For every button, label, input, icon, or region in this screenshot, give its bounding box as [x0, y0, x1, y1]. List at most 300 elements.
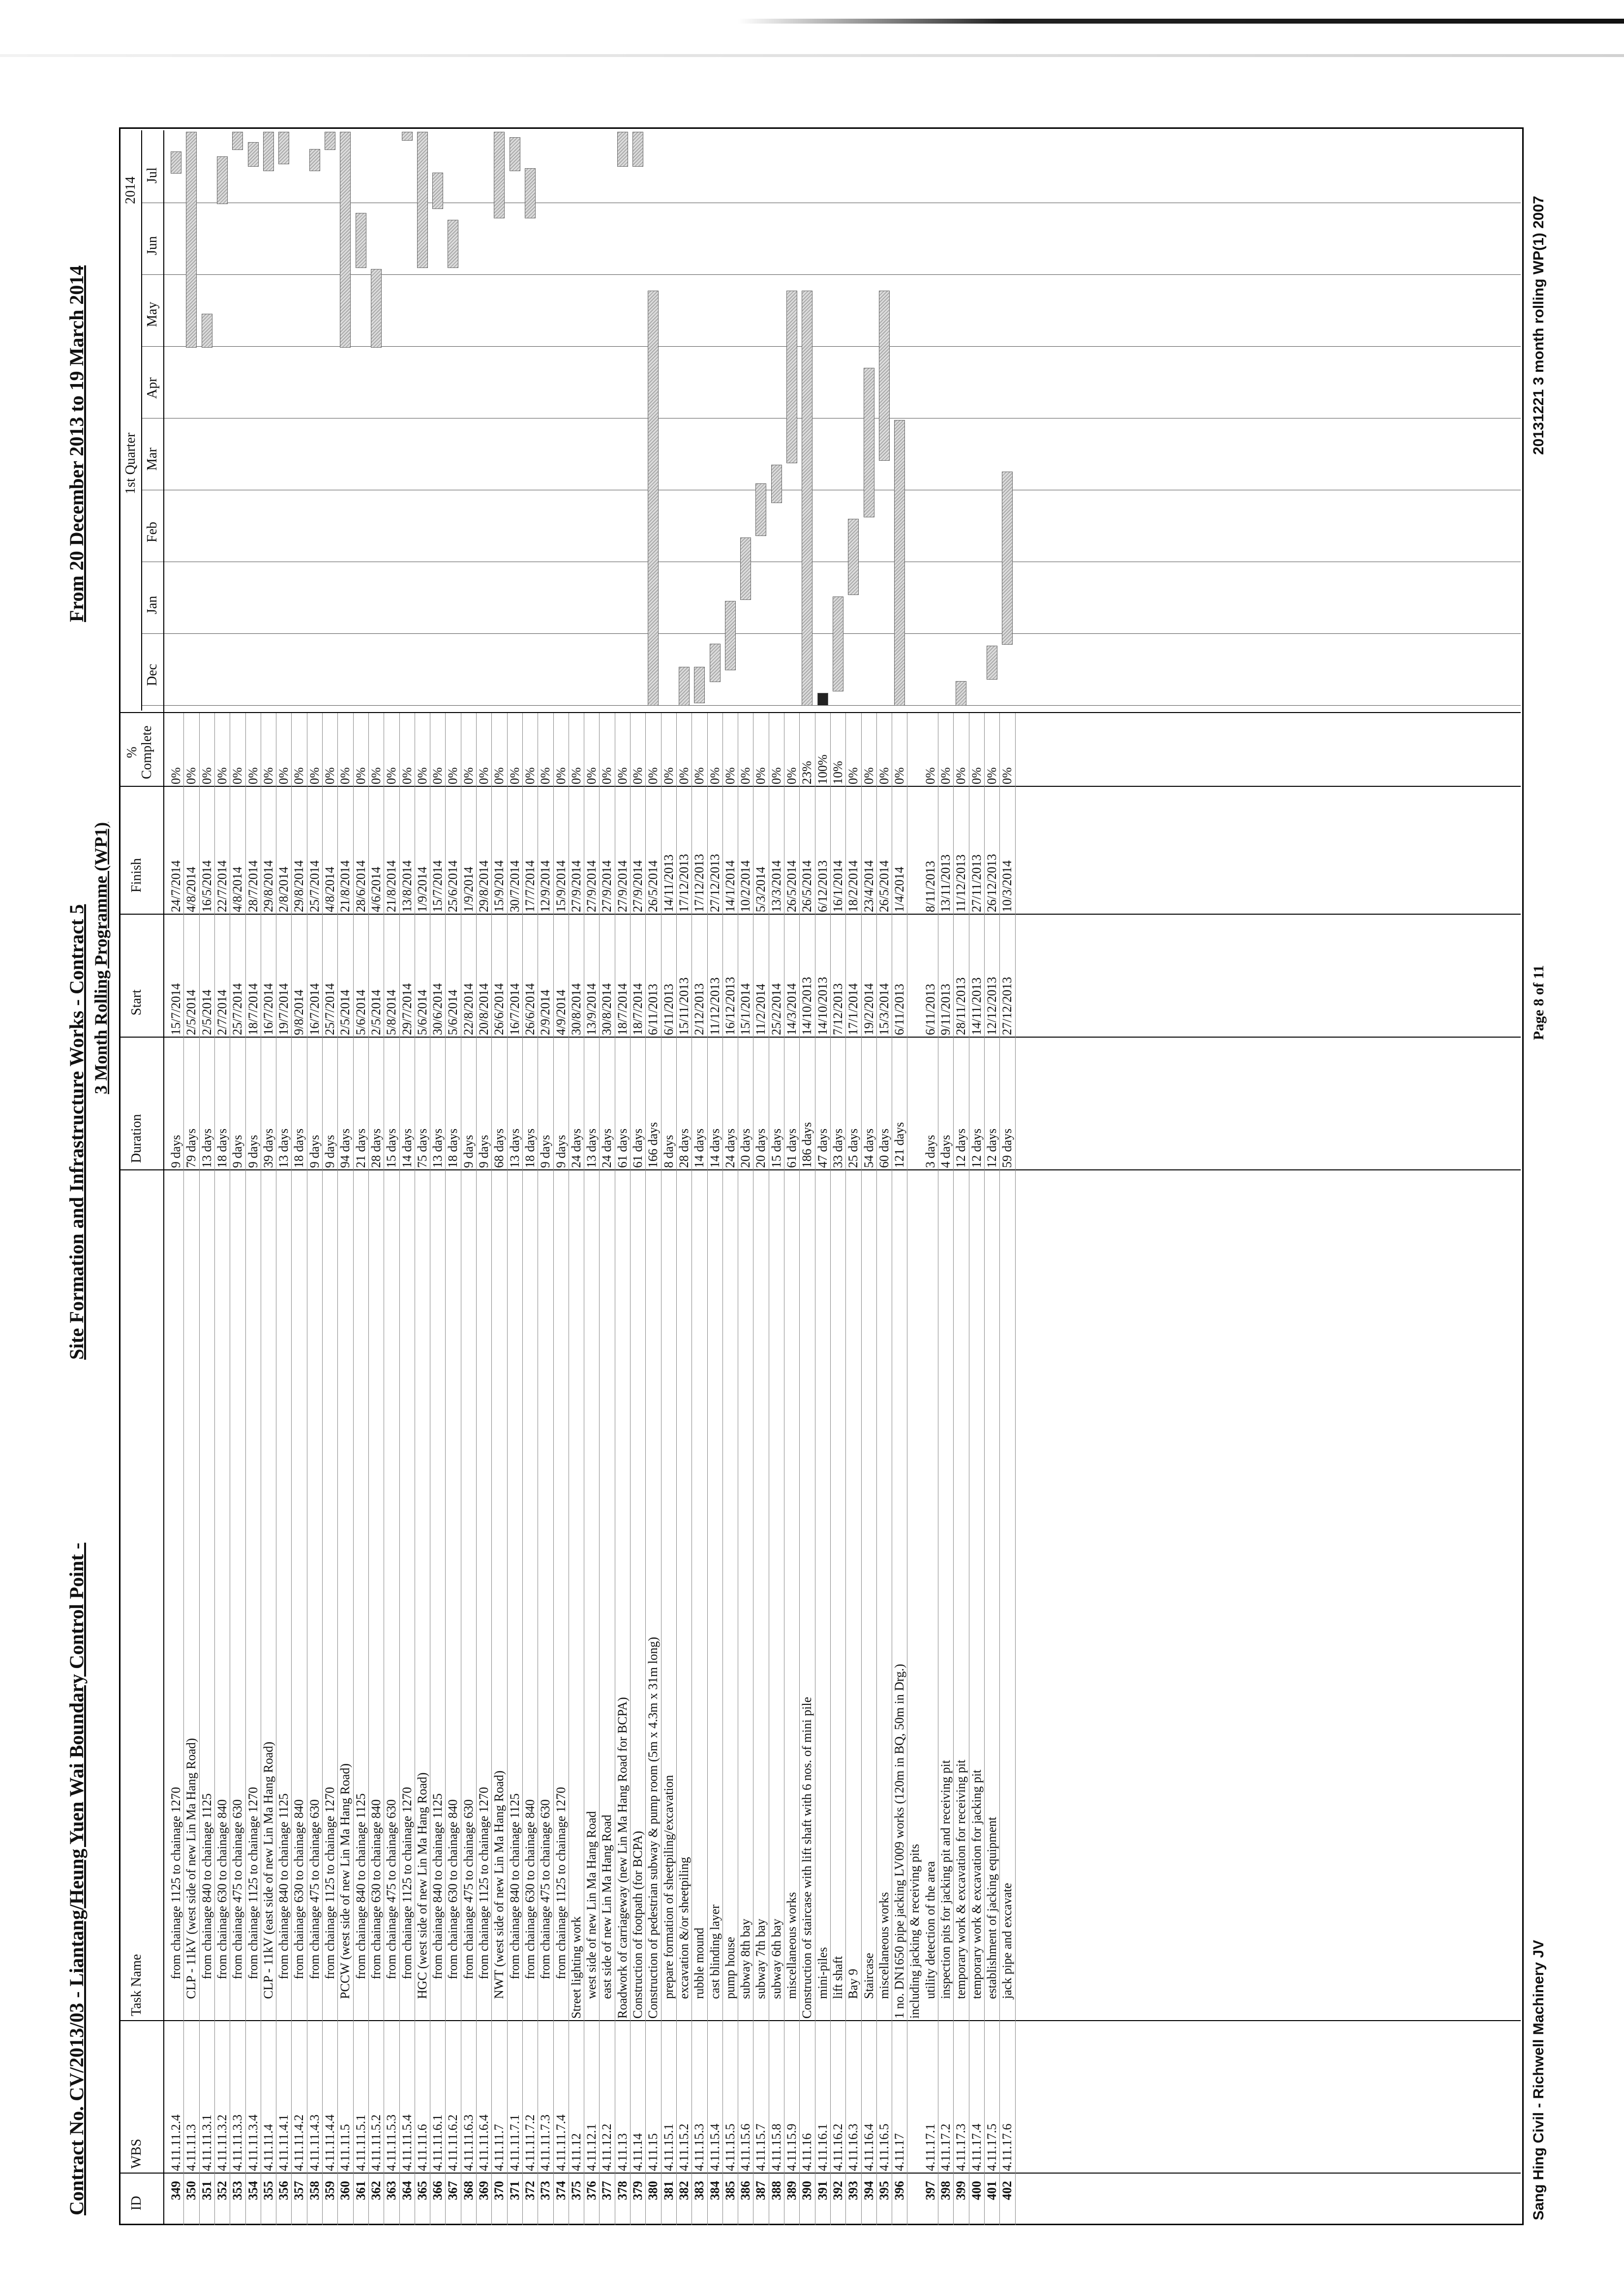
- row-start: 11/12/2013: [707, 977, 722, 1035]
- table-row: [645, 106, 661, 2245]
- row-id: 400: [969, 2181, 984, 2200]
- row-pct-complete: 0%: [954, 767, 968, 784]
- row-finish: 6/12/2013: [815, 860, 830, 912]
- row-finish: 23/4/2014: [861, 860, 876, 912]
- row-finish: 27/12/2013: [707, 854, 722, 912]
- row-wbs: 4.11.15.8: [769, 2123, 783, 2171]
- row-finish: 26/5/2014: [800, 860, 814, 912]
- row-wbs: 4.11.16.5: [876, 2123, 891, 2171]
- row-task-name: miscellaneous works: [784, 1892, 799, 1999]
- row-wbs: 4.11.17.4: [969, 2123, 984, 2171]
- row-task-name: Construction of staircase with lift shaft with 6 nos. of mini pile: [800, 1697, 814, 2019]
- row-duration: 20 days: [753, 1128, 768, 1168]
- row-start: 25/7/2014: [230, 983, 245, 1035]
- row-wbs: 4.11.16.1: [815, 2123, 830, 2171]
- row-id: 369: [477, 2181, 491, 2200]
- table-row: [430, 106, 445, 2245]
- row-wbs: 4.11.11.6: [415, 2124, 429, 2171]
- row-id: 384: [707, 2181, 722, 2200]
- row-wbs: 4.11.11.6.3: [461, 2114, 476, 2171]
- row-pct-complete: 0%: [876, 767, 891, 784]
- row-finish: 1/9/2014: [461, 866, 476, 912]
- row-wbs: 4.11.11.6.4: [477, 2114, 491, 2171]
- row-duration: 12 days: [969, 1128, 984, 1168]
- row-start: 14/11/2013: [969, 977, 984, 1035]
- row-task-name: PCCW (west side of new Lin Ma Hang Road): [338, 1763, 353, 1999]
- row-id: 357: [292, 2181, 306, 2200]
- row-id: 353: [230, 2181, 245, 2200]
- gantt-bar: [248, 142, 259, 167]
- row-start: 5/6/2014: [446, 989, 460, 1035]
- row-duration: 54 days: [861, 1128, 876, 1168]
- row-duration: 21 days: [353, 1128, 368, 1168]
- row-start: 19/7/2014: [276, 983, 291, 1035]
- table-row: [322, 106, 337, 2245]
- table-row: [845, 106, 861, 2245]
- table-row: [599, 106, 614, 2245]
- row-wbs: 4.11.11.3.3: [230, 2114, 245, 2171]
- row-start: 26/6/2014: [492, 983, 507, 1035]
- month-label-jan: Jan: [145, 596, 160, 614]
- table-row: [692, 106, 707, 2245]
- gantt-bar: [171, 151, 181, 174]
- row-start: 25/7/2014: [323, 983, 337, 1035]
- gantt-bar: [417, 132, 428, 268]
- col-id-header: ID: [129, 2196, 144, 2210]
- row-wbs: 4.11.13: [615, 2133, 630, 2171]
- row-id: 372: [522, 2181, 537, 2200]
- row-start: 14/10/2013: [800, 977, 814, 1035]
- row-wbs: 4.11.11.5: [338, 2124, 353, 2171]
- month-label-feb: Feb: [145, 522, 160, 542]
- row-wbs: 4.11.17.5: [984, 2123, 999, 2171]
- row-task-name: from chainage 475 to chainage 630: [538, 1799, 553, 1979]
- row-id: 398: [938, 2181, 953, 2200]
- row-id: 363: [384, 2181, 399, 2200]
- row-wbs: 4.11.16.2: [830, 2123, 845, 2171]
- row-id: 370: [492, 2181, 507, 2200]
- row-finish: 26/5/2014: [784, 860, 799, 912]
- row-wbs: 4.11.11.4.1: [276, 2114, 291, 2171]
- row-start: 19/2/2014: [861, 983, 876, 1035]
- row-id: 359: [323, 2181, 337, 2200]
- row-task-name: cast blinding layer: [707, 1904, 722, 1999]
- timeline-year: 2014: [123, 177, 138, 204]
- month-label-jul: Jul: [145, 167, 160, 183]
- gantt-bar: [525, 168, 536, 219]
- row-id: 390: [800, 2181, 814, 2200]
- table-row: [830, 106, 845, 2245]
- row-start: 16/7/2014: [307, 983, 322, 1035]
- row-id: 356: [276, 2181, 291, 2200]
- gantt-bar: [710, 644, 721, 683]
- header-divider: [163, 130, 164, 2225]
- gantt-bar: [402, 132, 413, 141]
- table-row: [615, 106, 630, 2245]
- row-duration: 15 days: [769, 1128, 783, 1168]
- row-task-name: jack pipe and excavate: [1000, 1882, 1015, 1999]
- row-task-name: lift shaft: [830, 1956, 845, 1999]
- row-duration: 28 days: [676, 1128, 691, 1168]
- row-finish: 11/12/2013: [954, 854, 968, 912]
- table-row: [199, 106, 214, 2245]
- row-duration: 186 days: [800, 1122, 814, 1168]
- row-duration: 4 days: [938, 1134, 953, 1168]
- table-row: [707, 106, 722, 2245]
- row-id: 373: [538, 2181, 553, 2200]
- table-row: [661, 106, 676, 2245]
- row-duration: 9 days: [245, 1134, 260, 1168]
- row-wbs: 4.11.14: [631, 2133, 645, 2171]
- col-task-header: Task Name: [129, 1954, 144, 2016]
- row-wbs: 4.11.16.4: [861, 2123, 876, 2171]
- row-task-name: Construction of pedestrian subway & pump room (5m x 4.3m x 31m long): [646, 1637, 661, 2019]
- row-wbs: 4.11.11.4.4: [323, 2114, 337, 2171]
- row-id: 382: [676, 2181, 691, 2200]
- row-duration: 47 days: [815, 1128, 830, 1168]
- row-id: 367: [446, 2181, 460, 2200]
- gantt-bar: [356, 213, 366, 268]
- row-wbs: 4.11.11.7.4: [553, 2114, 568, 2171]
- row-finish: 29/8/2014: [292, 860, 306, 912]
- date-range: From 20 December 2013 to 19 March 2014: [65, 265, 88, 622]
- row-wbs: 4.11.15.2: [676, 2123, 691, 2171]
- row-duration: 18 days: [214, 1128, 229, 1168]
- row-id: 371: [507, 2181, 522, 2200]
- row-task-name-line2: including jacking & receiving pits: [907, 1844, 922, 2019]
- row-task-name: establishment of jacking equipment: [984, 1817, 999, 1999]
- row-wbs: 4.11.11.5.1: [353, 2114, 368, 2171]
- row-wbs: 4.11.15.5: [722, 2123, 737, 2171]
- row-wbs: 4.11.17.3: [954, 2123, 968, 2171]
- row-start: 15/11/2013: [676, 977, 691, 1035]
- table-row: [399, 106, 415, 2245]
- row-start: 12/12/2013: [984, 977, 999, 1035]
- row-pct-complete: 23%: [800, 761, 814, 784]
- row-duration: 13 days: [584, 1128, 599, 1168]
- row-duration: 9 days: [230, 1134, 245, 1168]
- row-id: 402: [1000, 2181, 1015, 2200]
- row-pct-complete: 0%: [261, 767, 275, 784]
- col-pct-header: % Complete: [124, 725, 154, 779]
- table-row: [276, 106, 291, 2245]
- row-wbs: 4.11.11.5.3: [384, 2114, 399, 2171]
- row-duration: 94 days: [338, 1128, 353, 1168]
- row-pct-complete: 0%: [738, 767, 753, 784]
- row-duration: 79 days: [184, 1128, 199, 1168]
- row-task-name: HGC (west side of new Lin Ma Hang Road): [415, 1772, 429, 1999]
- row-duration: 13 days: [430, 1128, 445, 1168]
- row-wbs: 4.11.17.6: [1000, 2123, 1015, 2171]
- row-start: 2/5/2014: [338, 989, 353, 1035]
- gantt-bar: [632, 132, 643, 167]
- gantt-bar: [263, 132, 274, 171]
- row-pct-complete: 0%: [661, 767, 676, 784]
- row-finish: 13/3/2014: [769, 860, 783, 912]
- row-pct-complete: 0%: [169, 767, 183, 784]
- row-duration: 9 days: [307, 1134, 322, 1168]
- table-row: [969, 106, 984, 2245]
- row-id: 377: [600, 2181, 614, 2200]
- row-wbs: 4.11.11.6.2: [446, 2114, 460, 2171]
- row-finish: 15/9/2014: [553, 860, 568, 912]
- row-finish: 13/8/2014: [399, 860, 414, 912]
- col-wbs-header: WBS: [129, 2139, 144, 2169]
- row-wbs: 4.11.11.7.2: [522, 2114, 537, 2171]
- row-pct-complete: 0%: [646, 767, 661, 784]
- row-duration: 9 days: [553, 1134, 568, 1168]
- row-task-name: Staircase: [861, 1953, 876, 1999]
- row-duration: 20 days: [738, 1128, 753, 1168]
- row-start: 25/2/2014: [769, 983, 783, 1035]
- gantt-bar: [694, 667, 705, 703]
- row-duration: 75 days: [415, 1128, 429, 1168]
- col-duration-header: Duration: [129, 1114, 144, 1163]
- row-id: 399: [954, 2181, 968, 2200]
- row-duration: 12 days: [984, 1128, 999, 1168]
- gantt-bar: [848, 519, 859, 595]
- table-row: [953, 106, 968, 2245]
- row-id: 395: [876, 2181, 891, 2200]
- row-duration: 13 days: [276, 1128, 291, 1168]
- row-task-name: CLP - 11kV (west side of new Lin Ma Hang Road): [184, 1738, 199, 1999]
- row-duration: 3 days: [923, 1134, 937, 1168]
- row-start: 6/11/2013: [661, 984, 676, 1035]
- table-row: [168, 106, 183, 2245]
- row-task-name: excavation &/or sheetpiling: [676, 1857, 691, 1999]
- row-finish: 27/9/2014: [631, 860, 645, 912]
- month-label-jun: Jun: [145, 236, 160, 255]
- row-start: 16/7/2014: [507, 983, 522, 1035]
- month-label-may: May: [145, 301, 160, 327]
- row-duration: 24 days: [600, 1128, 614, 1168]
- gantt-bar: [217, 156, 228, 205]
- row-finish: 22/7/2014: [214, 860, 229, 912]
- row-finish: 27/9/2014: [615, 860, 630, 912]
- row-id: 379: [631, 2181, 645, 2200]
- table-row: [261, 106, 276, 2245]
- row-pct-complete: 0%: [384, 767, 399, 784]
- row-finish: 12/9/2014: [538, 860, 553, 912]
- row-task-name: from chainage 1125 to chainage 1270: [399, 1787, 414, 1979]
- row-finish: 4/8/2014: [230, 866, 245, 912]
- row-task-name: from chainage 475 to chainage 630: [230, 1799, 245, 1979]
- table-row: [291, 106, 306, 2245]
- row-task-name: from chainage 475 to chainage 630: [384, 1799, 399, 1979]
- row-finish: 18/2/2014: [846, 860, 861, 912]
- row-id: 358: [307, 2181, 322, 2200]
- table-row: [522, 106, 538, 2245]
- row-finish: 29/8/2014: [477, 860, 491, 912]
- row-duration: 39 days: [261, 1128, 275, 1168]
- row-id: 388: [769, 2181, 783, 2200]
- row-finish: 28/6/2014: [353, 860, 368, 912]
- row-pct-complete: 0%: [446, 767, 460, 784]
- row-start: 2/5/2014: [184, 989, 199, 1035]
- timeline-subdivider: [141, 130, 142, 711]
- row-task-name: from chainage 1125 to chainage 1270: [169, 1787, 183, 1979]
- row-duration: 121 days: [892, 1122, 907, 1168]
- footer-page-number: Page 8 of 11: [1531, 965, 1547, 1040]
- row-id: 352: [214, 2181, 229, 2200]
- row-pct-complete: 0%: [969, 767, 984, 784]
- row-finish: 26/5/2014: [876, 860, 891, 912]
- row-task-name: 1 no. DN1650 pipe jacking LV009 works (120m in BQ, 50m in Drg.): [892, 1664, 907, 2019]
- row-pct-complete: 0%: [676, 767, 691, 784]
- row-wbs: 4.11.16.3: [846, 2123, 861, 2171]
- row-start: 5/8/2014: [384, 989, 399, 1035]
- gantt-bar: [648, 291, 659, 706]
- row-pct-complete: 0%: [368, 767, 383, 784]
- row-id: 396: [892, 2181, 907, 2200]
- row-finish: 2/8/2014: [276, 866, 291, 912]
- row-pct-complete: 0%: [492, 767, 507, 784]
- row-pct-complete: 0%: [415, 767, 429, 784]
- row-start: 6/11/2013: [923, 984, 937, 1035]
- row-duration: 61 days: [631, 1128, 645, 1168]
- row-wbs: 4.11.12.2: [600, 2123, 614, 2171]
- row-wbs: 4.11.11.7.1: [507, 2114, 522, 2171]
- row-pct-complete: 100%: [815, 754, 830, 784]
- gantt-bar: [894, 420, 905, 706]
- row-task-name: east side of new Lin Ma Hang Road: [600, 1815, 614, 1999]
- row-duration: 18 days: [446, 1128, 460, 1168]
- row-start: 15/7/2014: [169, 983, 183, 1035]
- row-pct-complete: 0%: [615, 767, 630, 784]
- row-finish: 16/1/2014: [830, 860, 845, 912]
- row-pct-complete: 0%: [692, 767, 707, 784]
- footer-file-name: 20131221 3 month rolling WP(1) 2007: [1531, 196, 1547, 455]
- table-row: [476, 106, 491, 2245]
- row-pct-complete: 0%: [461, 767, 476, 784]
- table-row-continuation: [907, 106, 922, 2245]
- table-row: [892, 106, 907, 2245]
- row-pct-complete: 0%: [323, 767, 337, 784]
- row-finish: 21/8/2014: [384, 860, 399, 912]
- row-pct-complete: 0%: [338, 767, 353, 784]
- row-wbs: 4.11.16: [800, 2133, 814, 2171]
- row-start: 2/9/2014: [538, 989, 553, 1035]
- row-wbs: 4.11.15.3: [692, 2123, 707, 2171]
- row-wbs: 4.11.12.1: [584, 2123, 599, 2171]
- row-id: 368: [461, 2181, 476, 2200]
- table-row: [784, 106, 799, 2245]
- row-task-name: from chainage 630 to chainage 840: [446, 1799, 460, 1979]
- row-wbs: 4.11.15.6: [738, 2123, 753, 2171]
- row-task-name: rubble mound: [692, 1927, 707, 1999]
- row-task-name: from chainage 840 to chainage 1125: [199, 1793, 214, 1979]
- table-row: [353, 106, 368, 2245]
- row-start: 9/11/2013: [938, 984, 953, 1035]
- row-start: 28/11/2013: [954, 977, 968, 1035]
- table-row: [923, 106, 938, 2245]
- row-start: 7/12/2013: [830, 983, 845, 1035]
- row-id: 392: [830, 2181, 845, 2200]
- row-wbs: 4.11.11.3.2: [214, 2114, 229, 2171]
- row-task-name: from chainage 630 to chainage 840: [522, 1799, 537, 1979]
- row-start: 22/8/2014: [461, 983, 476, 1035]
- row-id: 397: [923, 2181, 937, 2200]
- row-start: 2/5/2014: [199, 989, 214, 1035]
- row-task-name: utility detection of the area: [923, 1861, 937, 1999]
- row-duration: 9 days: [169, 1134, 183, 1168]
- row-wbs: 4.11.15.4: [707, 2123, 722, 2171]
- row-pct-complete: 0%: [245, 767, 260, 784]
- table-row: [445, 106, 460, 2245]
- gantt-bar: [186, 132, 197, 348]
- row-finish: 24/7/2014: [169, 860, 183, 912]
- row-task-name: from chainage 630 to chainage 840: [368, 1799, 383, 1979]
- row-start: 11/2/2014: [753, 984, 768, 1035]
- row-duration: 13 days: [507, 1128, 522, 1168]
- row-task-name: Construction of footpath (for BCPA): [631, 1831, 645, 2019]
- row-start: 6/11/2013: [892, 984, 907, 1035]
- gantt-bar: [510, 137, 520, 171]
- table-row: [584, 106, 599, 2245]
- row-start: 29/7/2014: [399, 983, 414, 1035]
- row-finish: 26/5/2014: [646, 860, 661, 912]
- row-duration: 15 days: [384, 1128, 399, 1168]
- timeline-quarter: 1st Quarter: [123, 432, 138, 494]
- row-duration: 33 days: [830, 1128, 845, 1168]
- row-id: 380: [646, 2181, 661, 2200]
- table-row: [799, 106, 814, 2245]
- row-finish: 21/8/2014: [338, 860, 353, 912]
- row-task-name: from chainage 1125 to chainage 1270: [553, 1787, 568, 1979]
- table-row: [876, 106, 892, 2245]
- row-id: 366: [430, 2181, 445, 2200]
- row-pct-complete: 0%: [276, 767, 291, 784]
- row-pct-complete: 0%: [984, 767, 999, 784]
- gantt-bar: [987, 646, 997, 680]
- row-duration: 9 days: [461, 1134, 476, 1168]
- row-start: 18/7/2014: [615, 983, 630, 1035]
- row-finish: 27/11/2013: [969, 854, 984, 912]
- row-pct-complete: 0%: [507, 767, 522, 784]
- row-pct-complete: 0%: [722, 767, 737, 784]
- row-task-name: subway 8th bay: [738, 1918, 753, 1999]
- gantt-bar: [679, 667, 690, 706]
- row-pct-complete: 0%: [753, 767, 768, 784]
- row-finish: 16/5/2014: [199, 860, 214, 912]
- programme-subtitle: 3 Month Rolling Programme (WP1): [91, 822, 111, 1094]
- row-duration: 14 days: [707, 1128, 722, 1168]
- table-row: [676, 106, 692, 2245]
- gantt-bar: [232, 132, 243, 150]
- row-duration: 14 days: [692, 1128, 707, 1168]
- table-row: [245, 106, 261, 2245]
- row-id: 355: [261, 2181, 275, 2200]
- row-pct-complete: 0%: [769, 767, 783, 784]
- row-id: 350: [184, 2181, 199, 2200]
- row-start: 2/12/2013: [692, 983, 707, 1035]
- row-task-name: west side of new Lin Ma Hang Road: [584, 1811, 599, 1999]
- row-pct-complete: 0%: [584, 767, 599, 784]
- row-start: 2/7/2014: [214, 989, 229, 1035]
- row-pct-complete: 0%: [353, 767, 368, 784]
- row-wbs: 4.11.17: [892, 2133, 907, 2171]
- row-pct-complete: 0%: [538, 767, 553, 784]
- col-start-header: Start: [129, 989, 144, 1015]
- row-wbs: 4.11.17.2: [938, 2123, 953, 2171]
- row-id: 375: [569, 2181, 583, 2200]
- row-start: 4/9/2014: [553, 989, 568, 1035]
- row-id: 391: [815, 2181, 830, 2200]
- row-wbs: 4.11.11.5.2: [368, 2114, 383, 2171]
- row-pct-complete: 0%: [184, 767, 199, 784]
- row-wbs: 4.11.11.2.4: [169, 2114, 183, 2171]
- row-duration: 13 days: [199, 1128, 214, 1168]
